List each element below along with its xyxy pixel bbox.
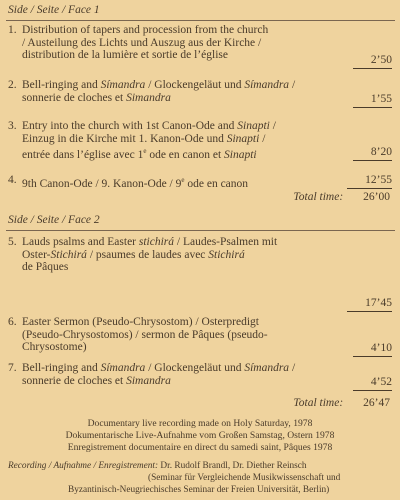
track-number: 1.: [8, 24, 17, 36]
track-2: [8, 79, 392, 104]
track-5-line-2: Oster-Stichirá / psaumes de laudes avec Stichirá: [22, 248, 245, 261]
credits-line-3: Byzantinisch-Neugriechisches Seminar der Freien Universität, Berlin): [68, 485, 330, 495]
track-7-line-2: sonnerie de cloches et Simandra: [22, 374, 171, 387]
track-3-line-1: Entry into the church with 1st Canon-Ode and Sinapti /: [22, 120, 276, 132]
track-1-line-1: Distribution of tapers and procession from the church: [22, 24, 269, 36]
track-4: [8, 174, 392, 190]
side2-rule: [6, 230, 395, 231]
side1-total: [293, 191, 390, 203]
track-1-line-3: distribution de la lumière et sortie de l’église: [22, 49, 228, 62]
track-3-line-2: Einzug in die Kirche mit 1. Kanon-Ode und Sinapti /: [22, 132, 266, 145]
credits-line-2: (Seminar für Vergleichende Musikwissenschaft und: [148, 473, 341, 483]
track-3-duration: 8’20: [353, 146, 392, 161]
track-6-duration: 4’10: [353, 342, 392, 357]
track-1: [8, 24, 392, 66]
track-6-line-2: (Pseudo-Chrysostomos) / sermon de Pâques (pseudo-: [22, 328, 268, 341]
track-number: 6.: [8, 316, 17, 328]
credits-label: Recording / Aufnahme / Enregistrement:: [8, 461, 159, 471]
track-5-line-1: Lauds psalms and Easter stichirá / Laudes-Psalmen mit: [22, 236, 278, 248]
track-number: 5.: [8, 236, 17, 248]
track-1-line-2: / Austeilung des Lichts und Auszug aus der Kirche /: [22, 36, 262, 49]
recording-note: [0, 418, 400, 455]
track-4-line-1: 9th Canon-Ode / 9. Kanon-Ode / 9e ode en canon: [22, 176, 249, 190]
track-1-duration: 2’50: [353, 54, 392, 69]
side1-heading: Side / Seite / Face 1: [8, 4, 100, 16]
total-value: 26’47: [363, 397, 390, 409]
track-5-line-3: de Pâques: [22, 261, 69, 274]
note-line-en: Documentary live recording made on Holy Saturday, 1978: [87, 418, 313, 429]
track-2-line-1: Bell-ringing and Símandra / Glockengeläut und Símandra /: [22, 79, 296, 91]
track-3: [8, 120, 392, 162]
track-2-duration: 1’55: [353, 93, 392, 108]
track-2-line-2: sonnerie de cloches et Simandra: [22, 91, 171, 104]
track-6-line-3: Chrysostome): [22, 341, 87, 354]
track-5: [8, 236, 392, 309]
track-number: 3.: [8, 120, 17, 132]
track-6-line-1: Easter Sermon (Pseudo-Chrysostom) / Osterpredigt: [22, 316, 259, 328]
track-7: [8, 362, 392, 387]
track-3-line-3: entrée dans l’église avec 1e ode en canon et Sinapti: [22, 147, 257, 162]
credits-line-1: [8, 460, 392, 472]
credits-names: Dr. Rudolf Brandl, Dr. Diether Reinsch: [158, 461, 307, 471]
note-line-fr: Enregistrement documentaire en direct du samedi saint, Pâques 1978: [67, 442, 333, 454]
track-5-duration: 17’45: [347, 297, 392, 312]
side2-heading: Side / Seite / Face 2: [8, 214, 100, 226]
track-6: [8, 316, 392, 354]
total-value: 26’00: [363, 191, 390, 203]
side2-total: [293, 397, 390, 409]
recording-credits: [8, 460, 392, 496]
track-7-duration: 4’52: [353, 376, 392, 391]
total-label: Total time:: [293, 397, 344, 409]
total-label: Total time:: [293, 191, 344, 203]
track-number: 7.: [8, 362, 17, 374]
side1-rule: [6, 20, 395, 21]
track-4-duration: 12’55: [347, 174, 392, 189]
track-number: 4.: [8, 174, 17, 186]
track-7-line-1: Bell-ringing and Símandra / Glockengeläut und Símandra /: [22, 362, 296, 374]
note-line-de: Dokumentarische Live-Aufnahme vom Großen Samstag, Ostern 1978: [65, 430, 335, 442]
track-number: 2.: [8, 79, 17, 91]
